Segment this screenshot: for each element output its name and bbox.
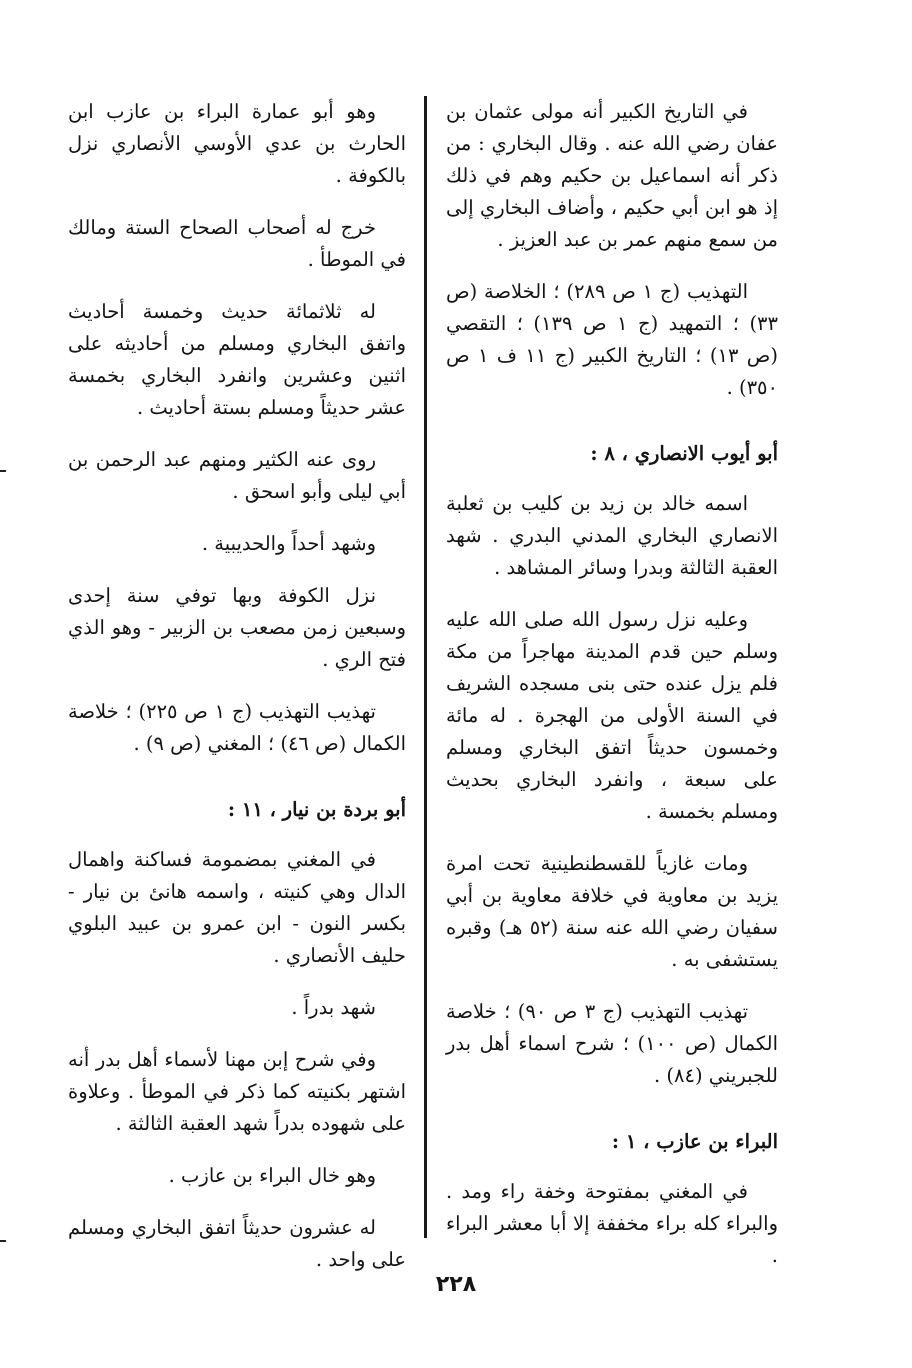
paragraph: في التاريخ الكبير أنه مولى عثمان بن عفان رضي الله عنه . وقال البخاري : من ذكر أنه اسماعيل بن حكيم وهم في ذلك إذ هو ابن أبي حكيم ، وأضاف البخاري إلى من سمع منهم عمر بن عبد العزيز . <box>446 100 778 251</box>
paragraph: تهذيب التهذيب (ج ١ ص ٢٢٥) ؛ خلاصة الكمال (ص ٤٦) ؛ المغني (ص ٩) . <box>68 700 406 755</box>
paragraph: نزل الكوفة وبها توفي سنة إحدى وسبعين زمن مصعب بن الزبير - وهو الذي فتح الري . <box>68 584 406 671</box>
paragraph: وشهد أحداً والحديبية . <box>201 532 376 555</box>
column-divider <box>424 96 427 1238</box>
paragraph: وعليه نزل رسول الله صلى الله عليه وسلم حين قدم المدينة مهاجراً من مكة فلم يزل عنده حتى بنى مسجده الشريف في السنة الأولى من الهجرة . له مائة وخمسون حديثاً اتفق البخاري ومسلم على سبعة ، وانفرد البخاري بحديث ومسلم بخمسة . <box>446 608 778 823</box>
page-number: ٢٢٨ <box>435 1272 477 1297</box>
paragraph: في المغني بمفتوحة وخفة راء ومد . والبراء كله براء مخففة إلا أبا معشر البراء . <box>446 1180 778 1267</box>
paragraph: وفي شرح إبن مهنا لأسماء أهل بدر أنه اشتهر بكنيته كما ذكر في الموطأ . وعلاوة على شهوده بدراً شهد العقبة الثالثة . <box>68 1048 406 1135</box>
paragraph: وهو خال البراء بن عازب . <box>168 1164 376 1187</box>
paragraph: له عشرون حديثاً اتفق البخاري ومسلم على واحد . <box>68 1216 406 1271</box>
entry-heading: البراء بن عازب ، ١ : <box>611 1130 778 1153</box>
scan-edge-mark <box>0 470 6 472</box>
paragraph: شهد بدراً . <box>291 996 376 1019</box>
paragraph: اسمه خالد بن زيد بن كليب بن ثعلبة الانصاري البخاري المدني البدري . شهد العقبة الثالثة وبدرا وسائر المشاهد . <box>446 492 778 579</box>
paragraph: في المغني بمضمومة فساكنة واهمال الدال وهي كنيته ، واسمه هانئ بن نيار - بكسر النون - ابن عمرو بن عبيد البلوي حليف الأنصاري . <box>68 848 406 967</box>
paragraph: تهذيب التهذيب (ج ٣ ص ٩٠) ؛ خلاصة الكمال (ص ١٠٠) ؛ شرح اسماء أهل بدر للجبريني (٨٤) . <box>446 1000 778 1087</box>
scan-edge-mark <box>0 1240 6 1242</box>
paragraph: له ثلاثمائة حديث وخمسة أحاديث واتفق البخاري ومسلم من أحاديثه على اثنين وعشرين وانفرد البخاري بخمسة عشر حديثاً ومسلم بستة أحاديث . <box>68 300 406 419</box>
left-column <box>68 96 406 1276</box>
paragraph: خرج له أصحاب الصحاح الستة ومالك في الموطأ . <box>68 216 406 271</box>
paragraph: التهذيب (ج ١ ص ٢٨٩) ؛ الخلاصة (ص ٣٣) ؛ التمهيد (ج ١ ص ١٣٩) ؛ التقصي (ص ١٣) ؛ التاريخ الكبير (ج ١١ ف ١ ص ٣٥٠) . <box>446 280 778 399</box>
entry-heading: أبو بردة بن نيار ، ١١ : <box>227 798 406 821</box>
right-column <box>446 96 778 1272</box>
entry-heading: أبو أيوب الانصاري ، ٨ : <box>590 442 778 465</box>
paragraph: ومات غازياً للقسطنطينية تحت امرة يزيد بن معاوية في خلافة معاوية بن أبي سفيان رضي الله عنه سنة (٥٢ هـ) وقبره يستشفى به . <box>446 852 778 971</box>
paragraph: وهو أبو عمارة البراء بن عازب ابن الحارث بن عدي الأوسي الأنصاري نزل بالكوفة . <box>68 100 406 187</box>
paragraph: روى عنه الكثير ومنهم عبد الرحمن بن أبي ليلى وأبو اسحق . <box>68 448 406 503</box>
